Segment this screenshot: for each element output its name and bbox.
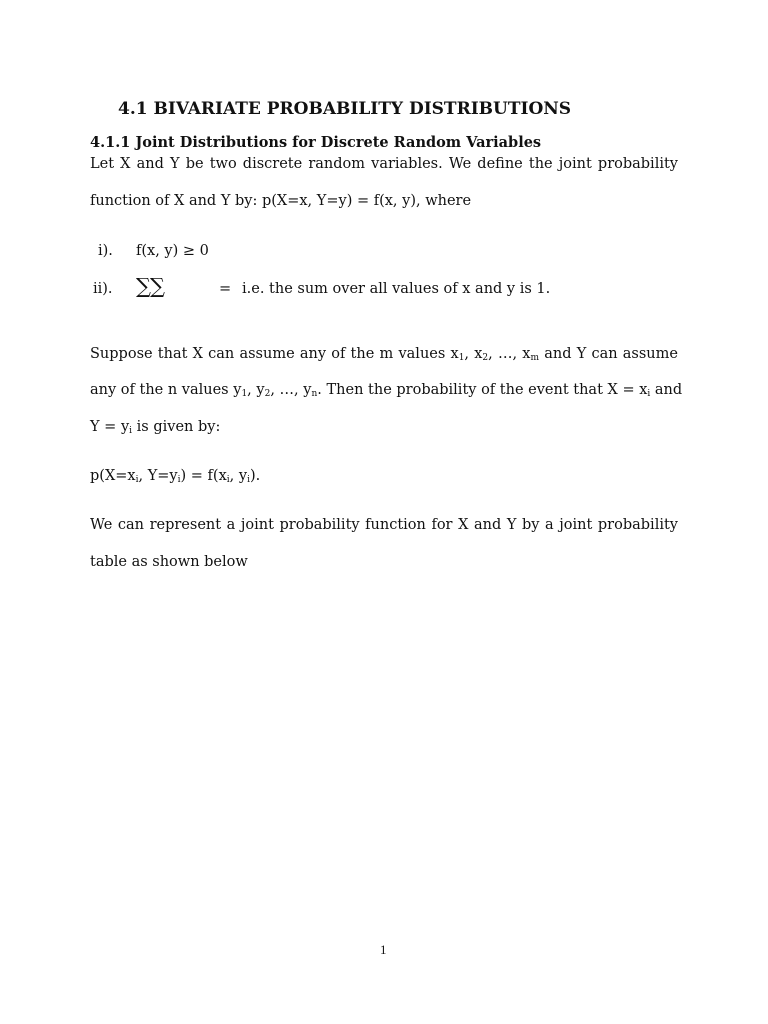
section-title: BIVARIATE PROBABILITY DISTRIBUTIONS <box>153 99 572 119</box>
paragraph-3-line-2: table as shown below <box>90 554 248 570</box>
paragraph-2-line-1: Suppose that X can assume any of the m values $x_1$, $x_2$, …, $x_m$ and Y can assume <box>90 346 678 363</box>
condition-2-equals: = <box>219 281 232 297</box>
paragraph-2-line-3: $Y = y_i$ is given by: <box>90 419 221 436</box>
paragraph-2-line-2: any of the n values $y_1$, $y_2$, …, $y_n$. Then the probability of the event that $X = x_i$ and <box>90 382 683 399</box>
intro-line-2: function of X and Y by: p(X=x, Y=y) = f(x, y), where <box>90 193 472 209</box>
subsection-title: Joint Distributions for Discrete Random Variables <box>135 134 542 151</box>
condition-1-number: i). <box>98 243 113 259</box>
page-number: 1 <box>380 942 387 957</box>
double-sum-symbol: ∑∑ <box>136 274 164 298</box>
intro-line-1: Let X and Y be two discrete random variables. We define the joint probability <box>90 156 678 172</box>
condition-2-text: i.e. the sum over all values of x and y is 1. <box>242 281 551 297</box>
paragraph-3-line-1: We can represent a joint probability function for X and Y by a joint probability <box>90 517 678 533</box>
subsection-number: 4.1.1 <box>90 134 131 151</box>
joint-probability-formula: $p(X=x_i$, $Y=y_i) = f(x_i$, $y_i$). <box>90 468 261 485</box>
subsection-heading <box>90 134 541 151</box>
section-number: 4.1 <box>118 99 148 119</box>
condition-2-number: ii). <box>93 281 113 297</box>
condition-1-expression: f(x, y) ≥ 0 <box>136 243 209 259</box>
section-heading <box>118 99 571 119</box>
